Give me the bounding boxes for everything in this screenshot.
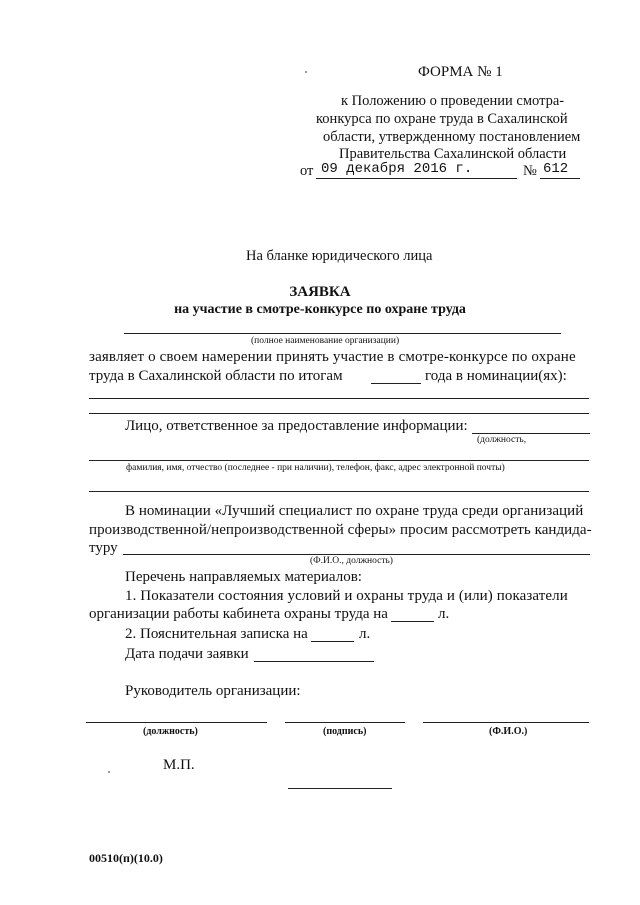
head-position-field[interactable] bbox=[86, 722, 267, 723]
head-position-caption: (должность) bbox=[143, 726, 198, 737]
letterhead-note: На бланке юридического лица bbox=[246, 248, 433, 264]
form-number: ФОРМА № 1 bbox=[418, 64, 503, 80]
materials-heading: Перечень направляемых материалов: bbox=[125, 569, 362, 585]
head-name-field[interactable] bbox=[423, 722, 589, 723]
reference-number-underline bbox=[540, 178, 580, 179]
head-signature-caption: (подпись) bbox=[323, 726, 367, 737]
responsible-contacts-field[interactable] bbox=[89, 460, 589, 461]
year-field[interactable] bbox=[371, 383, 421, 384]
scan-speck bbox=[305, 71, 307, 73]
intro-line-2-start: труда в Сахалинской области по итогам bbox=[89, 368, 343, 384]
materials-item-2-pages-field[interactable] bbox=[311, 641, 354, 642]
footer-code: 00510(п)(10.0) bbox=[89, 851, 163, 865]
intro-line-1: заявляет о своем намерении принять участие в смотре-конкурсе по охране bbox=[89, 349, 576, 365]
document-subtitle: на участие в смотре-конкурсе по охране труда bbox=[174, 302, 466, 317]
reference-from-label: от bbox=[300, 163, 314, 179]
nomination-field-line-2[interactable] bbox=[89, 413, 589, 414]
materials-item-1-pages-field[interactable] bbox=[391, 621, 434, 622]
special-nomination-line-1: В номинации «Лучший специалист по охране труда среди организаций bbox=[125, 503, 584, 519]
materials-item-2: 2. Пояснительная записка на bbox=[125, 626, 308, 642]
stamp-line bbox=[288, 788, 392, 789]
submission-date-field[interactable] bbox=[254, 661, 374, 662]
head-label: Руководитель организации: bbox=[125, 683, 301, 699]
reference-line-1: к Положению о проведении смотра- bbox=[341, 93, 565, 109]
reference-line-4: Правительства Сахалинской области bbox=[339, 146, 567, 162]
submission-date-label: Дата подачи заявки bbox=[125, 646, 249, 662]
head-signature-field[interactable] bbox=[285, 722, 405, 723]
special-nomination-line-3: туру bbox=[89, 540, 118, 556]
organization-name-field[interactable] bbox=[124, 333, 561, 334]
head-name-caption: (Ф.И.О.) bbox=[489, 726, 528, 737]
special-nomination-line-2: производственной/непроизводственной сферы» просим рассмотреть кандида- bbox=[89, 522, 592, 538]
materials-item-1-line-1: 1. Показатели состояния условий и охраны труда и (или) показатели bbox=[125, 588, 568, 604]
reference-number-label: № bbox=[523, 163, 537, 179]
responsible-extra-field[interactable] bbox=[89, 491, 589, 492]
reference-date-underline bbox=[316, 178, 517, 179]
responsible-position-field[interactable] bbox=[472, 433, 590, 434]
materials-item-2-pages-unit: л. bbox=[359, 626, 371, 642]
materials-item-1-line-2: организации работы кабинета охраны труда на bbox=[89, 606, 388, 622]
responsible-contacts-caption: фамилия, имя, отчество (последнее - при наличии), телефон, факс, адрес электронной почты) bbox=[126, 463, 505, 473]
organization-name-caption: (полное наименование организации) bbox=[251, 336, 400, 346]
candidate-caption: (Ф.И.О., должность) bbox=[310, 556, 393, 566]
responsible-person-label: Лицо, ответственное за предоставление информации: bbox=[125, 418, 468, 434]
reference-line-3: области, утвержденному постановлением bbox=[323, 129, 581, 145]
document-title: ЗАЯВКА bbox=[289, 284, 351, 300]
scan-speck bbox=[108, 771, 110, 773]
nomination-field-line-1[interactable] bbox=[89, 398, 589, 399]
candidate-field[interactable] bbox=[123, 554, 590, 555]
materials-item-1-pages-unit: л. bbox=[438, 606, 450, 622]
reference-date: 09 декабря 2016 г. bbox=[321, 161, 473, 177]
intro-line-2-end: года в номинации(ях): bbox=[425, 368, 567, 384]
reference-line-2: конкурса по охране труда в Сахалинской bbox=[316, 111, 568, 127]
reference-number: 612 bbox=[543, 161, 569, 177]
stamp-label: М.П. bbox=[163, 757, 195, 773]
responsible-position-caption: (должность, bbox=[477, 435, 527, 445]
